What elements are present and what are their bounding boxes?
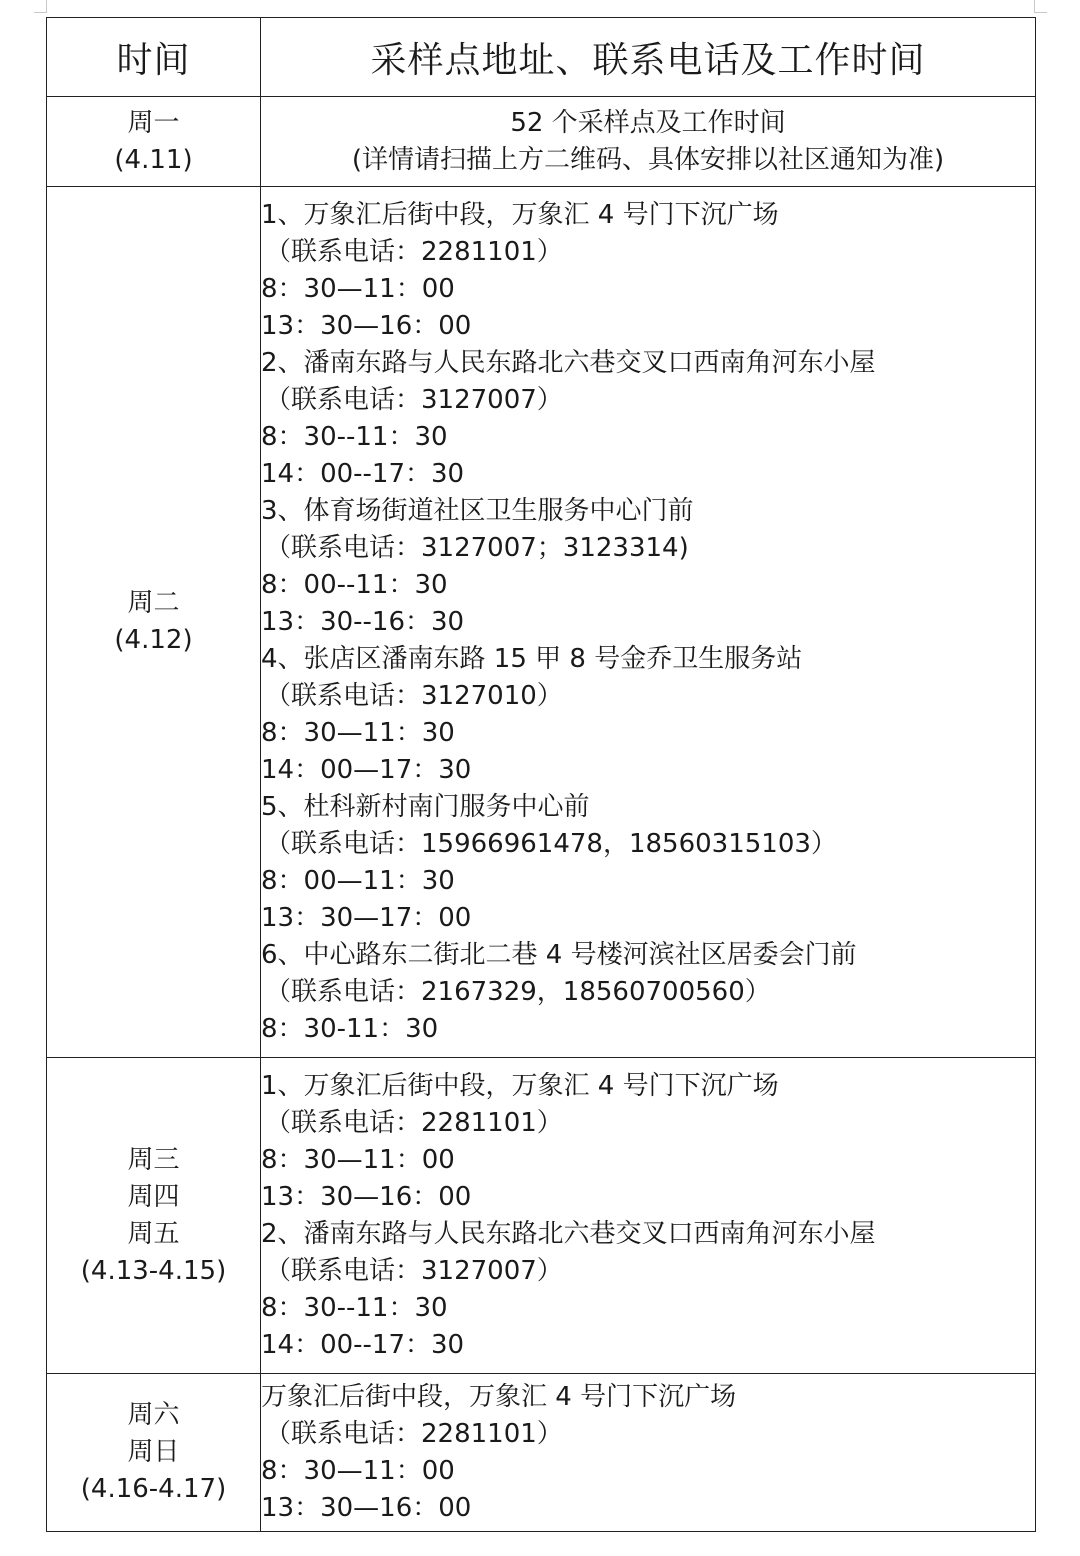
- date-label: (4.16-4.17): [80, 1474, 227, 1504]
- date-label: (4.13-4.15): [80, 1255, 227, 1286]
- site-hours: 13：30--16：30: [261, 606, 465, 637]
- site-hours: 8：00--11：30: [261, 569, 448, 600]
- site-hours: 13：30—16：00: [261, 310, 472, 341]
- day-cell: [47, 1374, 261, 1532]
- site-hours: 14：00--17：30: [261, 1329, 465, 1360]
- site-address: 2、潘南东路与人民东路北六巷交叉口西南角河东小屋: [261, 1218, 876, 1249]
- site-address: 6、中心路东二街北二巷 4 号楼河滨社区居委会门前: [261, 939, 857, 970]
- detail-cell: [261, 1374, 1036, 1532]
- site-phone: （联系电话：3127007）: [265, 1255, 563, 1286]
- date-label: (4.11): [114, 144, 193, 175]
- site-phone: （联系电话：15966961478，18560315103）: [265, 828, 837, 859]
- day-cell: [47, 187, 261, 1058]
- table-row-wednesday-friday: [47, 1058, 1036, 1374]
- site-address: 5、杜科新村南门服务中心前: [261, 791, 590, 822]
- day-label: 周日: [127, 1437, 180, 1467]
- header-time: 时间: [47, 18, 261, 97]
- detail-line: (详情请扫描上方二维码、具体安排以社区通知为准): [351, 144, 945, 175]
- day-cell: [47, 97, 261, 187]
- day-label: 周六: [127, 1400, 180, 1430]
- detail-line: 52 个采样点及工作时间: [510, 107, 786, 138]
- site-hours: 8：30—11：00: [261, 1455, 455, 1486]
- day-label: 周三: [127, 1144, 180, 1175]
- site-address: 1、万象汇后街中段，万象汇 4 号门下沉广场: [261, 199, 779, 230]
- detail-cell: [261, 97, 1036, 187]
- header-detail: 采样点地址、联系电话及工作时间: [261, 18, 1036, 97]
- site-phone: （联系电话：3127010）: [265, 680, 563, 711]
- site-address: 3、体育场街道社区卫生服务中心门前: [261, 495, 694, 526]
- site-address: 万象汇后街中段，万象汇 4 号门下沉广场: [261, 1381, 737, 1412]
- site-hours: 13：30—17：00: [261, 902, 472, 933]
- day-label: 周四: [127, 1181, 180, 1212]
- site-phone: （联系电话：3127007）: [265, 384, 563, 415]
- site-phone: （联系电话：3127007；3123314): [265, 532, 689, 563]
- crop-mark-top-right: [1034, 0, 1047, 13]
- site-hours: 14：00--17：30: [261, 458, 465, 489]
- site-hours: 8：30—11：00: [261, 273, 455, 304]
- site-hours: 8：30—11：00: [261, 1144, 455, 1175]
- site-phone: （联系电话：2167329，18560700560）: [265, 976, 771, 1007]
- site-hours: 8：30—11：30: [261, 717, 455, 748]
- site-hours: 8：30-11：30: [261, 1013, 439, 1044]
- site-hours: 13：30—16：00: [261, 1181, 472, 1212]
- site-address: 1、万象汇后街中段，万象汇 4 号门下沉广场: [261, 1070, 779, 1101]
- site-address: 4、张店区潘南东路 15 甲 8 号金乔卫生服务站: [261, 643, 803, 674]
- site-phone: （联系电话：2281101）: [265, 236, 563, 267]
- table-header-row: [47, 18, 1036, 97]
- detail-cell: [261, 187, 1036, 1058]
- site-hours: 14：00—17：30: [261, 754, 472, 785]
- table-row-tuesday: [47, 187, 1036, 1058]
- crop-mark-top-left: [34, 0, 47, 13]
- site-phone: （联系电话：2281101）: [265, 1107, 563, 1138]
- site-hours: 13：30—16：00: [261, 1492, 472, 1523]
- site-hours: 8：30--11：30: [261, 421, 448, 452]
- site-hours: 8：00—11：30: [261, 865, 455, 896]
- date-label: (4.12): [114, 625, 193, 655]
- site-hours: 8：30--11：30: [261, 1292, 448, 1323]
- day-cell: [47, 1058, 261, 1374]
- sampling-schedule-table: [46, 17, 1036, 1532]
- site-address: 2、潘南东路与人民东路北六巷交叉口西南角河东小屋: [261, 347, 876, 378]
- table-row-weekend: [47, 1374, 1036, 1532]
- table-row-monday: [47, 97, 1036, 187]
- day-label: 周五: [127, 1218, 180, 1249]
- site-phone: （联系电话：2281101）: [265, 1418, 563, 1449]
- day-label: 周一: [127, 107, 180, 138]
- day-label: 周二: [127, 588, 180, 618]
- detail-cell: [261, 1058, 1036, 1374]
